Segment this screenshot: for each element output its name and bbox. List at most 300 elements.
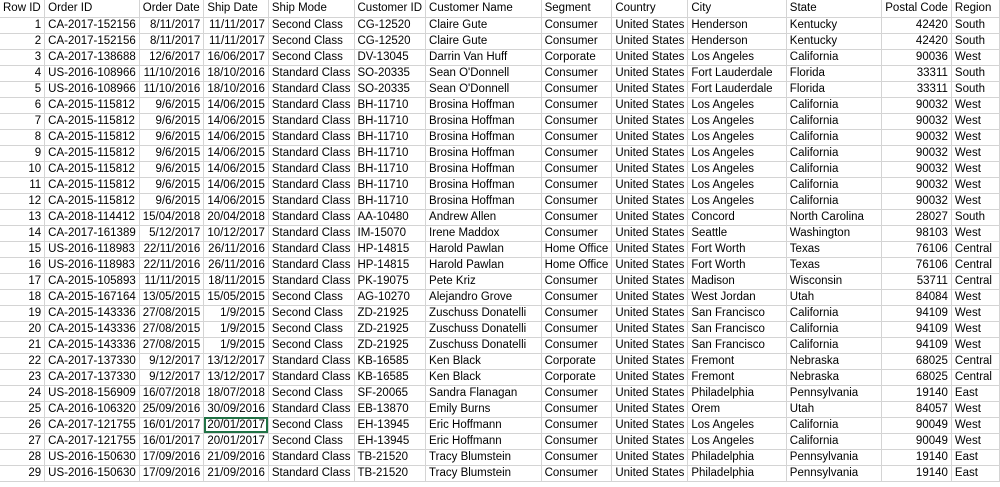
cell-customer-id[interactable]: SO-20335 <box>354 65 426 81</box>
cell-ship-date[interactable]: 13/12/2017 <box>204 369 269 385</box>
cell-region[interactable]: East <box>951 465 999 481</box>
cell-row-id[interactable]: 26 <box>0 417 45 433</box>
cell-region[interactable]: West <box>951 177 999 193</box>
cell-country[interactable]: United States <box>612 321 688 337</box>
cell-country[interactable]: United States <box>612 17 688 33</box>
cell-ship-mode[interactable]: Standard Class <box>268 177 354 193</box>
cell-customer-id[interactable]: KB-16585 <box>354 369 426 385</box>
cell-ship-date[interactable]: 21/09/2016 <box>204 465 269 481</box>
cell-order-id[interactable]: CA-2017-152156 <box>45 17 140 33</box>
cell-state[interactable]: Wisconsin <box>786 273 881 289</box>
cell-order-id[interactable]: CA-2017-161389 <box>45 225 140 241</box>
cell-segment[interactable]: Consumer <box>541 385 612 401</box>
cell-postal-code[interactable]: 90032 <box>882 97 952 113</box>
cell-region[interactable]: West <box>951 321 999 337</box>
cell-country[interactable]: United States <box>612 161 688 177</box>
cell-country[interactable]: United States <box>612 417 688 433</box>
cell-row-id[interactable]: 3 <box>0 49 45 65</box>
cell-order-id[interactable]: CA-2015-105893 <box>45 273 140 289</box>
cell-order-id[interactable]: CA-2015-143336 <box>45 321 140 337</box>
cell-postal-code[interactable]: 33311 <box>882 81 952 97</box>
cell-customer-name[interactable]: Irene Maddox <box>426 225 542 241</box>
cell-state[interactable]: California <box>786 177 881 193</box>
cell-order-id[interactable]: CA-2015-143336 <box>45 337 140 353</box>
cell-ship-date[interactable]: 18/10/2016 <box>204 81 269 97</box>
cell-order-id[interactable]: US-2016-150630 <box>45 449 140 465</box>
cell-country[interactable]: United States <box>612 401 688 417</box>
cell-postal-code[interactable]: 84084 <box>882 289 952 305</box>
cell-customer-name[interactable]: Zuschuss Donatelli <box>426 337 542 353</box>
cell-city[interactable]: Fremont <box>688 353 786 369</box>
cell-state[interactable]: California <box>786 321 881 337</box>
cell-segment[interactable]: Consumer <box>541 81 612 97</box>
column-header-city[interactable]: City <box>688 0 786 17</box>
cell-state[interactable]: North Carolina <box>786 209 881 225</box>
cell-postal-code[interactable]: 90032 <box>882 193 952 209</box>
cell-city[interactable]: San Francisco <box>688 305 786 321</box>
cell-region[interactable]: East <box>951 385 999 401</box>
cell-order-id[interactable]: CA-2015-115812 <box>45 113 140 129</box>
cell-state[interactable]: California <box>786 337 881 353</box>
cell-customer-name[interactable]: Darrin Van Huff <box>426 49 542 65</box>
cell-ship-mode[interactable]: Standard Class <box>268 225 354 241</box>
cell-customer-id[interactable]: BH-11710 <box>354 129 426 145</box>
cell-city[interactable]: Fort Worth <box>688 241 786 257</box>
column-header-order-id[interactable]: Order ID <box>45 0 140 17</box>
cell-order-date[interactable]: 27/08/2015 <box>139 305 204 321</box>
cell-city[interactable]: Henderson <box>688 33 786 49</box>
cell-order-id[interactable]: CA-2015-115812 <box>45 145 140 161</box>
cell-country[interactable]: United States <box>612 113 688 129</box>
cell-postal-code[interactable]: 42420 <box>882 17 952 33</box>
cell-region[interactable]: Central <box>951 353 999 369</box>
cell-city[interactable]: Los Angeles <box>688 161 786 177</box>
cell-ship-date[interactable]: 14/06/2015 <box>204 129 269 145</box>
cell-country[interactable]: United States <box>612 305 688 321</box>
cell-segment[interactable]: Consumer <box>541 449 612 465</box>
cell-segment[interactable]: Corporate <box>541 49 612 65</box>
cell-row-id[interactable]: 28 <box>0 449 45 465</box>
cell-ship-date[interactable]: 13/12/2017 <box>204 353 269 369</box>
cell-customer-name[interactable]: Tracy Blumstein <box>426 449 542 465</box>
cell-customer-name[interactable]: Tracy Blumstein <box>426 465 542 481</box>
column-header-row-id[interactable]: Row ID <box>0 0 45 17</box>
cell-city[interactable]: San Francisco <box>688 337 786 353</box>
cell-ship-mode[interactable]: Standard Class <box>268 241 354 257</box>
cell-region[interactable]: West <box>951 145 999 161</box>
cell-region[interactable]: West <box>951 129 999 145</box>
cell-ship-date[interactable]: 16/06/2017 <box>204 49 269 65</box>
cell-row-id[interactable]: 1 <box>0 17 45 33</box>
cell-customer-id[interactable]: BH-11710 <box>354 113 426 129</box>
cell-row-id[interactable]: 16 <box>0 257 45 273</box>
cell-region[interactable]: West <box>951 49 999 65</box>
cell-postal-code[interactable]: 94109 <box>882 305 952 321</box>
cell-ship-mode[interactable]: Second Class <box>268 33 354 49</box>
cell-ship-mode[interactable]: Standard Class <box>268 129 354 145</box>
cell-ship-mode[interactable]: Standard Class <box>268 449 354 465</box>
cell-customer-id[interactable]: EB-13870 <box>354 401 426 417</box>
cell-ship-date[interactable]: 18/11/2015 <box>204 273 269 289</box>
cell-segment[interactable]: Home Office <box>541 241 612 257</box>
cell-ship-mode[interactable]: Standard Class <box>268 97 354 113</box>
cell-row-id[interactable]: 27 <box>0 433 45 449</box>
cell-city[interactable]: Henderson <box>688 17 786 33</box>
cell-customer-id[interactable]: BH-11710 <box>354 97 426 113</box>
cell-customer-id[interactable]: ZD-21925 <box>354 321 426 337</box>
cell-row-id[interactable]: 20 <box>0 321 45 337</box>
cell-country[interactable]: United States <box>612 337 688 353</box>
cell-row-id[interactable]: 6 <box>0 97 45 113</box>
cell-customer-name[interactable]: Brosina Hoffman <box>426 145 542 161</box>
cell-ship-date[interactable]: 30/09/2016 <box>204 401 269 417</box>
cell-segment[interactable]: Consumer <box>541 225 612 241</box>
cell-state[interactable]: California <box>786 193 881 209</box>
cell-ship-date[interactable]: 1/9/2015 <box>204 305 269 321</box>
cell-segment[interactable]: Consumer <box>541 337 612 353</box>
cell-country[interactable]: United States <box>612 209 688 225</box>
cell-state[interactable]: Utah <box>786 289 881 305</box>
cell-postal-code[interactable]: 68025 <box>882 369 952 385</box>
cell-customer-id[interactable]: BH-11710 <box>354 177 426 193</box>
cell-order-date[interactable]: 5/12/2017 <box>139 225 204 241</box>
cell-customer-name[interactable]: Eric Hoffmann <box>426 417 542 433</box>
cell-city[interactable]: Los Angeles <box>688 49 786 65</box>
cell-state[interactable]: California <box>786 129 881 145</box>
cell-country[interactable]: United States <box>612 289 688 305</box>
cell-country[interactable]: United States <box>612 241 688 257</box>
cell-country[interactable]: United States <box>612 225 688 241</box>
cell-customer-name[interactable]: Zuschuss Donatelli <box>426 321 542 337</box>
cell-state[interactable]: Texas <box>786 241 881 257</box>
cell-order-id[interactable]: US-2016-150630 <box>45 465 140 481</box>
cell-row-id[interactable]: 11 <box>0 177 45 193</box>
cell-order-id[interactable]: CA-2017-121755 <box>45 433 140 449</box>
cell-region[interactable]: Central <box>951 273 999 289</box>
cell-customer-id[interactable]: CG-12520 <box>354 33 426 49</box>
cell-ship-date[interactable]: 14/06/2015 <box>204 177 269 193</box>
cell-customer-name[interactable]: Brosina Hoffman <box>426 97 542 113</box>
cell-region[interactable]: West <box>951 305 999 321</box>
cell-city[interactable]: West Jordan <box>688 289 786 305</box>
cell-ship-mode[interactable]: Standard Class <box>268 465 354 481</box>
cell-ship-mode[interactable]: Second Class <box>268 337 354 353</box>
cell-region[interactable]: West <box>951 337 999 353</box>
cell-order-id[interactable]: CA-2017-152156 <box>45 33 140 49</box>
cell-postal-code[interactable]: 19140 <box>882 385 952 401</box>
cell-region[interactable]: South <box>951 81 999 97</box>
cell-customer-name[interactable]: Brosina Hoffman <box>426 177 542 193</box>
cell-order-date[interactable]: 9/6/2015 <box>139 129 204 145</box>
cell-state[interactable]: California <box>786 97 881 113</box>
cell-city[interactable]: Fremont <box>688 369 786 385</box>
cell-row-id[interactable]: 12 <box>0 193 45 209</box>
cell-segment[interactable]: Consumer <box>541 273 612 289</box>
cell-state[interactable]: Florida <box>786 81 881 97</box>
cell-state[interactable]: Pennsylvania <box>786 449 881 465</box>
cell-state[interactable]: Pennsylvania <box>786 465 881 481</box>
cell-region[interactable]: West <box>951 193 999 209</box>
column-header-postal-code[interactable]: Postal Code <box>882 0 952 17</box>
cell-segment[interactable]: Corporate <box>541 353 612 369</box>
cell-city[interactable]: Fort Lauderdale <box>688 81 786 97</box>
cell-city[interactable]: Seattle <box>688 225 786 241</box>
cell-ship-date[interactable]: 11/11/2017 <box>204 17 269 33</box>
cell-customer-id[interactable]: HP-14815 <box>354 257 426 273</box>
cell-order-id[interactable]: CA-2015-115812 <box>45 161 140 177</box>
cell-order-id[interactable]: US-2016-118983 <box>45 241 140 257</box>
cell-order-date[interactable]: 12/6/2017 <box>139 49 204 65</box>
cell-order-date[interactable]: 11/10/2016 <box>139 81 204 97</box>
cell-segment[interactable]: Consumer <box>541 289 612 305</box>
cell-customer-id[interactable]: EH-13945 <box>354 417 426 433</box>
cell-region[interactable]: West <box>951 225 999 241</box>
cell-order-id[interactable]: CA-2015-115812 <box>45 129 140 145</box>
cell-order-id[interactable]: CA-2017-137330 <box>45 353 140 369</box>
column-header-ship-date[interactable]: Ship Date <box>204 0 269 17</box>
cell-region[interactable]: South <box>951 33 999 49</box>
cell-city[interactable]: Philadelphia <box>688 449 786 465</box>
cell-ship-date[interactable]: 14/06/2015 <box>204 145 269 161</box>
cell-order-id[interactable]: CA-2015-115812 <box>45 97 140 113</box>
cell-region[interactable]: Central <box>951 369 999 385</box>
cell-order-date[interactable]: 9/6/2015 <box>139 161 204 177</box>
cell-ship-mode[interactable]: Standard Class <box>268 369 354 385</box>
cell-segment[interactable]: Consumer <box>541 401 612 417</box>
cell-ship-mode[interactable]: Second Class <box>268 17 354 33</box>
cell-ship-date[interactable]: 14/06/2015 <box>204 161 269 177</box>
cell-ship-date[interactable]: 26/11/2016 <box>204 257 269 273</box>
cell-region[interactable]: West <box>951 97 999 113</box>
cell-ship-mode[interactable]: Second Class <box>268 305 354 321</box>
cell-order-date[interactable]: 25/09/2016 <box>139 401 204 417</box>
cell-state[interactable]: California <box>786 145 881 161</box>
cell-city[interactable]: Los Angeles <box>688 433 786 449</box>
cell-customer-id[interactable]: BH-11710 <box>354 161 426 177</box>
cell-order-date[interactable]: 8/11/2017 <box>139 17 204 33</box>
cell-row-id[interactable]: 13 <box>0 209 45 225</box>
cell-region[interactable]: South <box>951 17 999 33</box>
cell-row-id[interactable]: 5 <box>0 81 45 97</box>
column-header-customer-id[interactable]: Customer ID <box>354 0 426 17</box>
column-header-customer-name[interactable]: Customer Name <box>426 0 542 17</box>
cell-postal-code[interactable]: 68025 <box>882 353 952 369</box>
cell-city[interactable]: Philadelphia <box>688 385 786 401</box>
cell-segment[interactable]: Consumer <box>541 145 612 161</box>
cell-segment[interactable]: Consumer <box>541 433 612 449</box>
cell-row-id[interactable]: 4 <box>0 65 45 81</box>
cell-country[interactable]: United States <box>612 81 688 97</box>
cell-city[interactable]: Los Angeles <box>688 177 786 193</box>
cell-row-id[interactable]: 23 <box>0 369 45 385</box>
cell-row-id[interactable]: 22 <box>0 353 45 369</box>
cell-state[interactable]: California <box>786 305 881 321</box>
cell-order-date[interactable]: 9/12/2017 <box>139 353 204 369</box>
cell-row-id[interactable]: 21 <box>0 337 45 353</box>
cell-state[interactable]: Kentucky <box>786 17 881 33</box>
cell-order-date[interactable]: 17/09/2016 <box>139 449 204 465</box>
cell-ship-mode[interactable]: Standard Class <box>268 401 354 417</box>
cell-customer-name[interactable]: Claire Gute <box>426 17 542 33</box>
cell-order-id[interactable]: US-2018-156909 <box>45 385 140 401</box>
column-header-country[interactable]: Country <box>612 0 688 17</box>
cell-ship-mode[interactable]: Standard Class <box>268 113 354 129</box>
cell-state[interactable]: Texas <box>786 257 881 273</box>
cell-customer-id[interactable]: BH-11710 <box>354 193 426 209</box>
cell-country[interactable]: United States <box>612 369 688 385</box>
cell-postal-code[interactable]: 94109 <box>882 321 952 337</box>
cell-ship-mode[interactable]: Second Class <box>268 321 354 337</box>
cell-country[interactable]: United States <box>612 33 688 49</box>
cell-state[interactable]: California <box>786 113 881 129</box>
cell-segment[interactable]: Consumer <box>541 209 612 225</box>
cell-customer-name[interactable]: Alejandro Grove <box>426 289 542 305</box>
cell-city[interactable]: Los Angeles <box>688 417 786 433</box>
cell-customer-id[interactable]: TB-21520 <box>354 465 426 481</box>
cell-customer-name[interactable]: Andrew Allen <box>426 209 542 225</box>
cell-ship-date[interactable]: 20/04/2018 <box>204 209 269 225</box>
cell-customer-id[interactable]: ZD-21925 <box>354 337 426 353</box>
cell-row-id[interactable]: 15 <box>0 241 45 257</box>
cell-customer-id[interactable]: SF-20065 <box>354 385 426 401</box>
cell-postal-code[interactable]: 90049 <box>882 417 952 433</box>
column-header-region[interactable]: Region <box>951 0 999 17</box>
cell-order-id[interactable]: CA-2017-121755 <box>45 417 140 433</box>
cell-postal-code[interactable]: 90032 <box>882 145 952 161</box>
cell-country[interactable]: United States <box>612 465 688 481</box>
cell-segment[interactable]: Consumer <box>541 97 612 113</box>
cell-order-date[interactable]: 16/01/2017 <box>139 417 204 433</box>
cell-ship-mode[interactable]: Standard Class <box>268 81 354 97</box>
cell-customer-name[interactable]: Harold Pawlan <box>426 257 542 273</box>
cell-postal-code[interactable]: 42420 <box>882 33 952 49</box>
cell-customer-id[interactable]: CG-12520 <box>354 17 426 33</box>
cell-ship-mode[interactable]: Standard Class <box>268 353 354 369</box>
cell-postal-code[interactable]: 19140 <box>882 465 952 481</box>
cell-ship-date[interactable]: 15/05/2015 <box>204 289 269 305</box>
cell-ship-mode[interactable]: Second Class <box>268 433 354 449</box>
cell-state[interactable]: Washington <box>786 225 881 241</box>
column-header-segment[interactable]: Segment <box>541 0 612 17</box>
cell-ship-mode[interactable]: Standard Class <box>268 65 354 81</box>
cell-order-date[interactable]: 15/04/2018 <box>139 209 204 225</box>
cell-postal-code[interactable]: 19140 <box>882 449 952 465</box>
cell-ship-date[interactable]: 18/07/2018 <box>204 385 269 401</box>
cell-order-id[interactable]: CA-2016-106320 <box>45 401 140 417</box>
cell-ship-date[interactable]: 26/11/2016 <box>204 241 269 257</box>
cell-postal-code[interactable]: 94109 <box>882 337 952 353</box>
cell-customer-name[interactable]: Eric Hoffmann <box>426 433 542 449</box>
cell-state[interactable]: California <box>786 433 881 449</box>
cell-postal-code[interactable]: 76106 <box>882 241 952 257</box>
cell-ship-mode[interactable]: Standard Class <box>268 209 354 225</box>
cell-city[interactable]: Philadelphia <box>688 465 786 481</box>
cell-postal-code[interactable]: 98103 <box>882 225 952 241</box>
cell-state[interactable]: California <box>786 161 881 177</box>
cell-ship-date[interactable]: 14/06/2015 <box>204 113 269 129</box>
cell-city[interactable]: Madison <box>688 273 786 289</box>
cell-ship-mode[interactable]: Second Class <box>268 49 354 65</box>
cell-postal-code[interactable]: 76106 <box>882 257 952 273</box>
cell-state[interactable]: California <box>786 49 881 65</box>
cell-order-date[interactable]: 22/11/2016 <box>139 241 204 257</box>
cell-state[interactable]: Utah <box>786 401 881 417</box>
cell-customer-id[interactable]: BH-11710 <box>354 145 426 161</box>
cell-order-date[interactable]: 11/11/2015 <box>139 273 204 289</box>
cell-order-date[interactable]: 8/11/2017 <box>139 33 204 49</box>
cell-postal-code[interactable]: 90032 <box>882 161 952 177</box>
cell-city[interactable]: Los Angeles <box>688 193 786 209</box>
cell-city[interactable]: Los Angeles <box>688 97 786 113</box>
column-header-ship-mode[interactable]: Ship Mode <box>268 0 354 17</box>
cell-ship-mode[interactable]: Standard Class <box>268 257 354 273</box>
cell-customer-name[interactable]: Sean O'Donnell <box>426 81 542 97</box>
cell-city[interactable]: Concord <box>688 209 786 225</box>
cell-order-id[interactable]: CA-2017-137330 <box>45 369 140 385</box>
cell-row-id[interactable]: 2 <box>0 33 45 49</box>
cell-country[interactable]: United States <box>612 177 688 193</box>
cell-ship-date[interactable]: 1/9/2015 <box>204 321 269 337</box>
cell-customer-name[interactable]: Brosina Hoffman <box>426 113 542 129</box>
cell-order-date[interactable]: 9/6/2015 <box>139 97 204 113</box>
cell-state[interactable]: Pennsylvania <box>786 385 881 401</box>
cell-customer-name[interactable]: Brosina Hoffman <box>426 129 542 145</box>
cell-ship-date[interactable]: 14/06/2015 <box>204 97 269 113</box>
cell-customer-name[interactable]: Zuschuss Donatelli <box>426 305 542 321</box>
cell-country[interactable]: United States <box>612 145 688 161</box>
cell-customer-id[interactable]: ZD-21925 <box>354 305 426 321</box>
cell-ship-date[interactable]: 11/11/2017 <box>204 33 269 49</box>
cell-region[interactable]: West <box>951 433 999 449</box>
cell-customer-name[interactable]: Brosina Hoffman <box>426 161 542 177</box>
cell-country[interactable]: United States <box>612 433 688 449</box>
cell-customer-name[interactable]: Emily Burns <box>426 401 542 417</box>
cell-country[interactable]: United States <box>612 257 688 273</box>
cell-postal-code[interactable]: 90032 <box>882 113 952 129</box>
cell-order-id[interactable]: US-2016-118983 <box>45 257 140 273</box>
cell-country[interactable]: United States <box>612 49 688 65</box>
cell-segment[interactable]: Consumer <box>541 465 612 481</box>
cell-ship-date[interactable]: 1/9/2015 <box>204 337 269 353</box>
cell-region[interactable]: Central <box>951 257 999 273</box>
cell-region[interactable]: West <box>951 417 999 433</box>
cell-row-id[interactable]: 18 <box>0 289 45 305</box>
cell-customer-id[interactable]: AA-10480 <box>354 209 426 225</box>
cell-customer-id[interactable]: EH-13945 <box>354 433 426 449</box>
cell-segment[interactable]: Consumer <box>541 17 612 33</box>
cell-postal-code[interactable]: 53711 <box>882 273 952 289</box>
cell-country[interactable]: United States <box>612 65 688 81</box>
cell-segment[interactable]: Consumer <box>541 113 612 129</box>
cell-ship-date[interactable]: 14/06/2015 <box>204 193 269 209</box>
cell-country[interactable]: United States <box>612 273 688 289</box>
cell-postal-code[interactable]: 84057 <box>882 401 952 417</box>
cell-customer-id[interactable]: DV-13045 <box>354 49 426 65</box>
cell-row-id[interactable]: 25 <box>0 401 45 417</box>
cell-segment[interactable]: Consumer <box>541 161 612 177</box>
cell-state[interactable]: Nebraska <box>786 369 881 385</box>
cell-region[interactable]: South <box>951 209 999 225</box>
cell-segment[interactable]: Home Office <box>541 257 612 273</box>
cell-segment[interactable]: Consumer <box>541 193 612 209</box>
cell-customer-id[interactable]: AG-10270 <box>354 289 426 305</box>
cell-ship-date[interactable]: 18/10/2016 <box>204 65 269 81</box>
cell-row-id[interactable]: 19 <box>0 305 45 321</box>
cell-order-id[interactable]: CA-2015-115812 <box>45 193 140 209</box>
cell-ship-date[interactable]: 20/01/2017 <box>204 417 269 433</box>
cell-ship-date[interactable]: 21/09/2016 <box>204 449 269 465</box>
cell-row-id[interactable]: 9 <box>0 145 45 161</box>
